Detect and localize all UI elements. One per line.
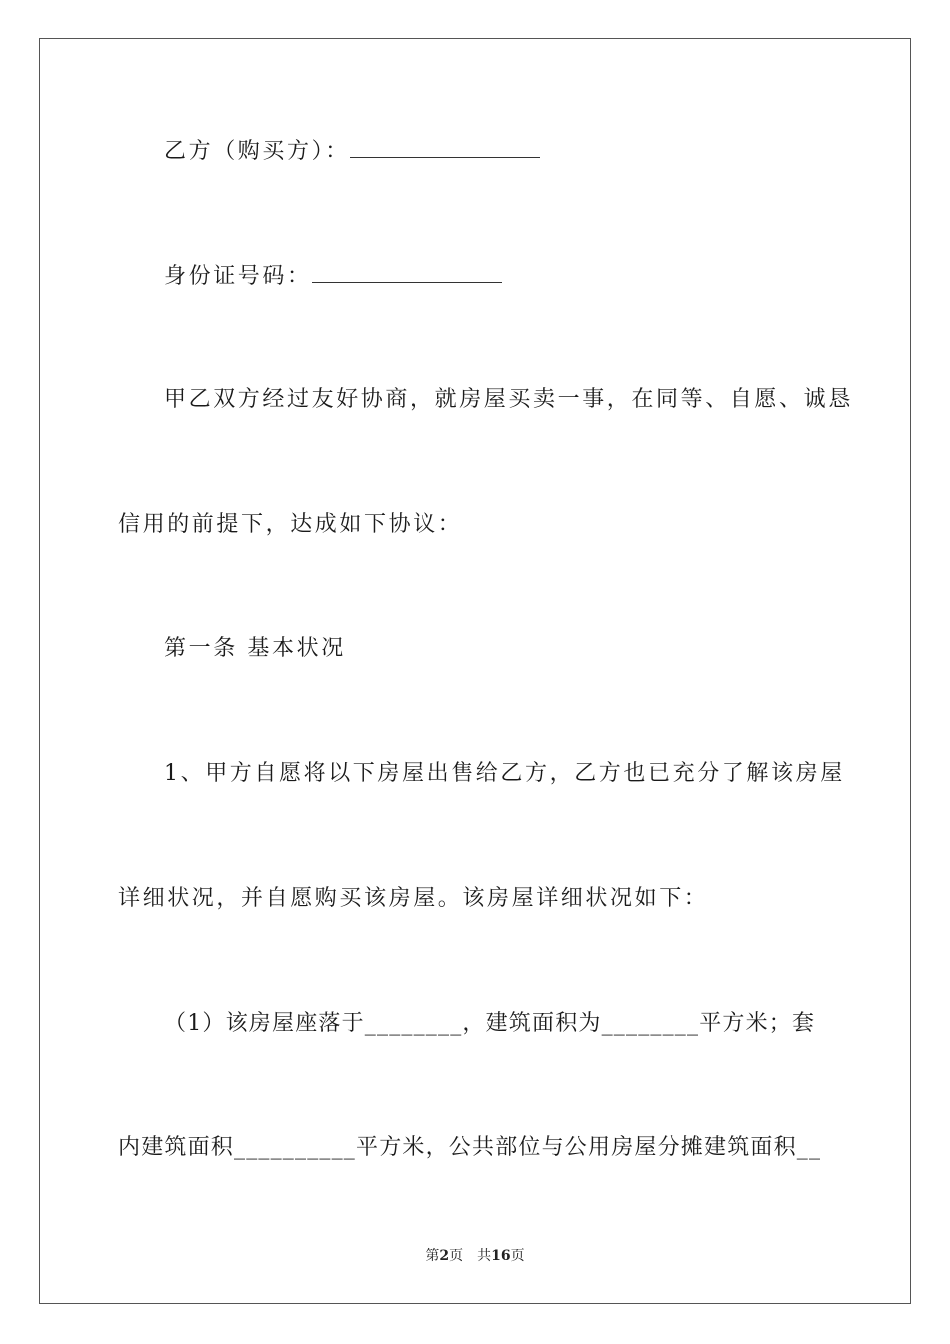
footer-total-unit: 页: [510, 1248, 525, 1264]
id-number-blank[interactable]: [312, 262, 502, 283]
id-number-line: [164, 262, 502, 292]
clause-line-2: 详细状况，并自愿购买该房屋。该房屋详细状况如下：: [118, 886, 709, 911]
page-border: [39, 38, 911, 1304]
footer-page-unit: 页: [449, 1248, 464, 1264]
paragraph-line-1: 甲乙双方经过友好协商，就房屋买卖一事，在同等、自愿、诚恳: [164, 387, 853, 412]
buyer-line: [164, 137, 540, 167]
paragraph-line-2: 信用的前提下，达成如下协议：: [118, 512, 463, 537]
clause-line-3: （1）该房屋座落于________，建筑面积为________平方米；套: [164, 1011, 816, 1036]
buyer-blank[interactable]: [350, 137, 540, 158]
footer-page-prefix: 第: [425, 1248, 440, 1264]
page-footer: [0, 1246, 950, 1266]
footer-total-prefix: 共: [477, 1248, 492, 1264]
article-heading: 第一条 基本状况: [164, 636, 346, 661]
footer-page-total: 16: [491, 1248, 511, 1264]
clause-line-1: 1、甲方自愿将以下房屋出售给乙方，乙方也已充分了解该房屋: [164, 761, 845, 786]
id-number-label: 身份证号码：: [164, 264, 312, 289]
clause-line-4: 内建筑面积__________平方米，公共部位与公用房屋分摊建筑面积__: [118, 1135, 822, 1160]
buyer-label: 乙方（购买方）：: [164, 139, 350, 164]
footer-page-current: 2: [439, 1248, 450, 1264]
